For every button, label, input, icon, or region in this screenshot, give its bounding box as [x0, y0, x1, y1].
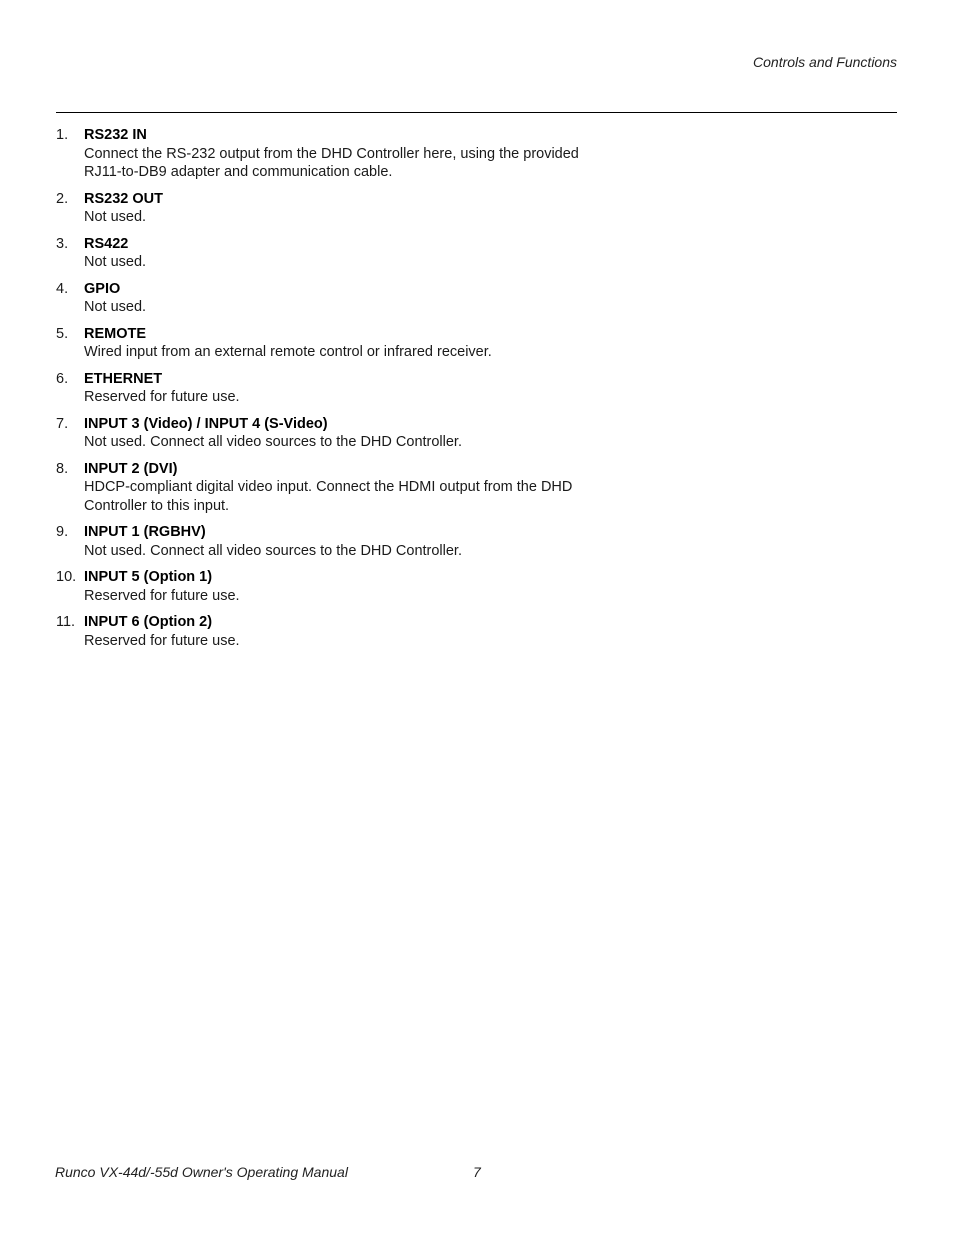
list-item	[56, 190, 656, 227]
item-number: 5.	[56, 325, 69, 342]
item-title: INPUT 3 (Video) / INPUT 4 (S-Video)	[84, 415, 328, 432]
item-description: Reserved for future use.	[84, 587, 240, 604]
item-title: INPUT 6 (Option 2)	[84, 614, 213, 630]
item-description: Not used. Connect all video sources to the DHD Controller.	[84, 434, 462, 450]
item-description: Connect the RS-232 output from the DHD Controller here, using the provided RJ11-to-DB9 adapter and communication cable.	[84, 145, 579, 180]
item-number: 3.	[56, 235, 69, 252]
connector-list	[56, 126, 656, 658]
item-number: 11.	[56, 614, 76, 630]
item-title: RS232 OUT	[84, 190, 163, 207]
item-title: ETHERNET	[84, 370, 163, 387]
list-item	[56, 415, 656, 452]
item-number: 8.	[56, 460, 69, 477]
list-item	[56, 235, 656, 272]
list-item	[56, 523, 656, 560]
list-item	[56, 280, 656, 317]
list-item	[56, 126, 656, 182]
item-description: Not used.	[84, 254, 147, 270]
footer-manual-title: Runco VX-44d/-55d Owner's Operating Manual	[55, 1164, 348, 1180]
running-header: Controls and Functions	[753, 54, 897, 70]
list-item	[56, 325, 656, 362]
item-number: 9.	[56, 524, 69, 540]
item-title: INPUT 1 (RGBHV)	[84, 524, 206, 540]
item-number: 10.	[56, 569, 77, 585]
item-title: INPUT 2 (DVI)	[84, 460, 178, 477]
page-number: 7	[473, 1164, 481, 1180]
item-title: RS422	[84, 235, 129, 252]
item-description: Not used. Connect all video sources to the DHD Controller.	[84, 542, 462, 559]
item-title: GPIO	[84, 280, 121, 297]
item-number: 4.	[56, 280, 69, 297]
item-description: Reserved for future use.	[84, 389, 240, 405]
item-number: 7.	[56, 415, 69, 432]
item-description: Wired input from an external remote control or infrared receiver.	[84, 344, 492, 360]
list-item	[56, 460, 656, 516]
item-description: Not used.	[84, 299, 147, 315]
item-title: REMOTE	[84, 325, 147, 342]
item-description: HDCP-compliant digital video input. Connect the HDMI output from the DHD Controller to this input.	[84, 479, 573, 514]
item-number: 2.	[56, 190, 69, 207]
list-item	[56, 568, 656, 605]
list-item	[56, 613, 656, 650]
list-item	[56, 370, 656, 407]
item-description: Reserved for future use.	[84, 632, 240, 649]
item-title: INPUT 5 (Option 1)	[84, 569, 213, 585]
header-divider	[56, 112, 897, 113]
item-description: Not used.	[84, 209, 147, 225]
item-title: RS232 IN	[84, 127, 147, 143]
item-number: 6.	[56, 370, 69, 387]
item-number: 1.	[56, 127, 69, 143]
